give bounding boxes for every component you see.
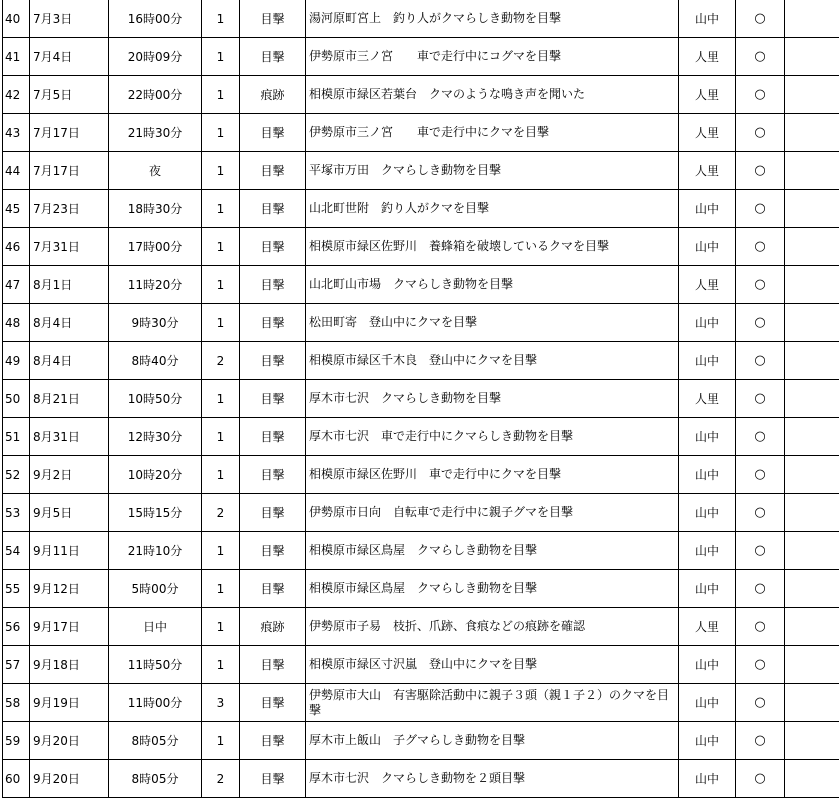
report-type: 目撃 <box>240 570 306 608</box>
area-type: 人里 <box>679 76 736 114</box>
bear-count: 1 <box>202 722 240 760</box>
empty-cell <box>785 380 839 418</box>
empty-cell <box>785 684 839 722</box>
empty-cell <box>785 342 839 380</box>
sighting-time: 10時20分 <box>109 456 202 494</box>
report-type: 目撃 <box>240 304 306 342</box>
bear-count: 1 <box>202 304 240 342</box>
check-mark: ○ <box>736 342 785 380</box>
table-row <box>3 722 839 760</box>
empty-cell <box>785 760 839 798</box>
location-detail: 伊勢原市三ノ宮 車で走行中にコグマを目撃 <box>306 38 679 76</box>
bear-count: 2 <box>202 760 240 798</box>
row-number: 58 <box>3 684 30 722</box>
table-row <box>3 570 839 608</box>
table-row <box>3 494 839 532</box>
location-detail: 伊勢原市大山 有害駆除活動中に親子３頭（親１子２）のクマを目撃 <box>306 684 679 722</box>
check-mark: ○ <box>736 304 785 342</box>
check-mark: ○ <box>736 608 785 646</box>
location-detail: 山北町世附 釣り人がクマを目撃 <box>306 190 679 228</box>
sighting-time: 16時00分 <box>109 0 202 38</box>
area-type: 山中 <box>679 342 736 380</box>
check-mark: ○ <box>736 0 785 38</box>
row-number: 55 <box>3 570 30 608</box>
row-number: 54 <box>3 532 30 570</box>
empty-cell <box>785 190 839 228</box>
empty-cell <box>785 0 839 38</box>
area-type: 山中 <box>679 418 736 456</box>
check-mark: ○ <box>736 532 785 570</box>
sighting-time: 11時20分 <box>109 266 202 304</box>
location-detail: 厚木市七沢 クマらしき動物を目撃 <box>306 380 679 418</box>
empty-cell <box>785 304 839 342</box>
table-row <box>3 532 839 570</box>
table-row <box>3 152 839 190</box>
table-row <box>3 760 839 798</box>
sighting-time: 10時50分 <box>109 380 202 418</box>
row-number: 43 <box>3 114 30 152</box>
row-number: 51 <box>3 418 30 456</box>
check-mark: ○ <box>736 646 785 684</box>
area-type: 山中 <box>679 722 736 760</box>
row-number: 56 <box>3 608 30 646</box>
area-type: 人里 <box>679 38 736 76</box>
check-mark: ○ <box>736 684 785 722</box>
sighting-time: 21時30分 <box>109 114 202 152</box>
table-row <box>3 608 839 646</box>
report-type: 目撃 <box>240 418 306 456</box>
location-detail: 湯河原町宮上 釣り人がクマらしき動物を目撃 <box>306 0 679 38</box>
sighting-time: 17時00分 <box>109 228 202 266</box>
sighting-time: 9時30分 <box>109 304 202 342</box>
check-mark: ○ <box>736 760 785 798</box>
table-row <box>3 114 839 152</box>
sighting-date: 9月12日 <box>30 570 109 608</box>
area-type: 山中 <box>679 494 736 532</box>
area-type: 山中 <box>679 760 736 798</box>
location-detail: 伊勢原市日向 自転車で走行中に親子グマを目撃 <box>306 494 679 532</box>
row-number: 44 <box>3 152 30 190</box>
report-type: 痕跡 <box>240 608 306 646</box>
location-detail: 相模原市緑区鳥屋 クマらしき動物を目撃 <box>306 570 679 608</box>
table-row <box>3 190 839 228</box>
location-detail: 厚木市七沢 車で走行中にクマらしき動物を目撃 <box>306 418 679 456</box>
sighting-time: 20時09分 <box>109 38 202 76</box>
bear-count: 1 <box>202 418 240 456</box>
table-row <box>3 228 839 266</box>
bear-count: 1 <box>202 228 240 266</box>
sighting-date: 8月31日 <box>30 418 109 456</box>
report-type: 目撃 <box>240 532 306 570</box>
sighting-time: 夜 <box>109 152 202 190</box>
area-type: 人里 <box>679 608 736 646</box>
sighting-time: 21時10分 <box>109 532 202 570</box>
report-type: 目撃 <box>240 494 306 532</box>
area-type: 山中 <box>679 0 736 38</box>
report-type: 目撃 <box>240 190 306 228</box>
table-row <box>3 266 839 304</box>
bear-count: 1 <box>202 76 240 114</box>
report-type: 目撃 <box>240 760 306 798</box>
sighting-date: 7月3日 <box>30 0 109 38</box>
area-type: 山中 <box>679 570 736 608</box>
check-mark: ○ <box>736 570 785 608</box>
area-type: 山中 <box>679 532 736 570</box>
empty-cell <box>785 608 839 646</box>
bear-count: 1 <box>202 646 240 684</box>
sighting-time: 15時15分 <box>109 494 202 532</box>
table-row <box>3 304 839 342</box>
table-row <box>3 0 839 38</box>
sighting-date: 8月4日 <box>30 342 109 380</box>
sighting-date: 8月21日 <box>30 380 109 418</box>
report-type: 痕跡 <box>240 76 306 114</box>
sighting-date: 7月4日 <box>30 38 109 76</box>
table-row <box>3 646 839 684</box>
row-number: 48 <box>3 304 30 342</box>
location-detail: 山北町山市場 クマらしき動物を目撃 <box>306 266 679 304</box>
area-type: 人里 <box>679 380 736 418</box>
empty-cell <box>785 228 839 266</box>
report-type: 目撃 <box>240 228 306 266</box>
sighting-date: 9月19日 <box>30 684 109 722</box>
bear-count: 1 <box>202 114 240 152</box>
check-mark: ○ <box>736 190 785 228</box>
location-detail: 相模原市緑区佐野川 養蜂箱を破壊しているクマを目撃 <box>306 228 679 266</box>
bear-count: 1 <box>202 456 240 494</box>
table-row <box>3 418 839 456</box>
empty-cell <box>785 722 839 760</box>
sighting-time: 日中 <box>109 608 202 646</box>
row-number: 50 <box>3 380 30 418</box>
report-type: 目撃 <box>240 266 306 304</box>
sighting-time: 18時30分 <box>109 190 202 228</box>
table-row <box>3 456 839 494</box>
sighting-time: 8時05分 <box>109 722 202 760</box>
check-mark: ○ <box>736 114 785 152</box>
check-mark: ○ <box>736 380 785 418</box>
check-mark: ○ <box>736 722 785 760</box>
bear-count: 3 <box>202 684 240 722</box>
sighting-time: 11時00分 <box>109 684 202 722</box>
empty-cell <box>785 114 839 152</box>
report-type: 目撃 <box>240 646 306 684</box>
location-detail: 伊勢原市子易 枝折、爪跡、食痕などの痕跡を確認 <box>306 608 679 646</box>
check-mark: ○ <box>736 38 785 76</box>
table-row <box>3 38 839 76</box>
bear-count: 1 <box>202 152 240 190</box>
area-type: 山中 <box>679 304 736 342</box>
sighting-date: 7月5日 <box>30 76 109 114</box>
report-type: 目撃 <box>240 0 306 38</box>
row-number: 49 <box>3 342 30 380</box>
area-type: 山中 <box>679 456 736 494</box>
row-number: 60 <box>3 760 30 798</box>
report-type: 目撃 <box>240 114 306 152</box>
report-type: 目撃 <box>240 152 306 190</box>
empty-cell <box>785 456 839 494</box>
sighting-date: 8月4日 <box>30 304 109 342</box>
row-number: 45 <box>3 190 30 228</box>
table-row <box>3 684 839 722</box>
area-type: 山中 <box>679 684 736 722</box>
bear-count: 1 <box>202 38 240 76</box>
sighting-time: 22時00分 <box>109 76 202 114</box>
row-number: 46 <box>3 228 30 266</box>
table-row <box>3 380 839 418</box>
location-detail: 厚木市上飯山 子グマらしき動物を目撃 <box>306 722 679 760</box>
bear-count: 1 <box>202 532 240 570</box>
check-mark: ○ <box>736 228 785 266</box>
sighting-date: 9月11日 <box>30 532 109 570</box>
check-mark: ○ <box>736 76 785 114</box>
bear-count: 1 <box>202 190 240 228</box>
sighting-date: 8月1日 <box>30 266 109 304</box>
report-type: 目撃 <box>240 38 306 76</box>
row-number: 40 <box>3 0 30 38</box>
report-type: 目撃 <box>240 722 306 760</box>
empty-cell <box>785 266 839 304</box>
row-number: 42 <box>3 76 30 114</box>
bear-count: 2 <box>202 342 240 380</box>
bear-count: 1 <box>202 570 240 608</box>
location-detail: 松田町寄 登山中にクマを目撃 <box>306 304 679 342</box>
bear-count: 2 <box>202 494 240 532</box>
area-type: 山中 <box>679 190 736 228</box>
sighting-time: 12時30分 <box>109 418 202 456</box>
sighting-date: 9月2日 <box>30 456 109 494</box>
empty-cell <box>785 76 839 114</box>
table-row <box>3 76 839 114</box>
bear-count: 1 <box>202 608 240 646</box>
report-type: 目撃 <box>240 456 306 494</box>
sighting-date: 7月17日 <box>30 114 109 152</box>
check-mark: ○ <box>736 266 785 304</box>
bear-sightings-table <box>2 0 839 798</box>
check-mark: ○ <box>736 456 785 494</box>
area-type: 人里 <box>679 266 736 304</box>
report-type: 目撃 <box>240 380 306 418</box>
location-detail: 相模原市緑区佐野川 車で走行中にクマを目撃 <box>306 456 679 494</box>
row-number: 53 <box>3 494 30 532</box>
row-number: 47 <box>3 266 30 304</box>
sighting-time: 8時40分 <box>109 342 202 380</box>
location-detail: 相模原市緑区若葉台 クマのような鳴き声を聞いた <box>306 76 679 114</box>
empty-cell <box>785 532 839 570</box>
report-type: 目撃 <box>240 342 306 380</box>
sighting-date: 9月20日 <box>30 760 109 798</box>
check-mark: ○ <box>736 152 785 190</box>
sighting-date: 9月5日 <box>30 494 109 532</box>
location-detail: 伊勢原市三ノ宮 車で走行中にクマを目撃 <box>306 114 679 152</box>
sighting-time: 11時50分 <box>109 646 202 684</box>
empty-cell <box>785 38 839 76</box>
row-number: 41 <box>3 38 30 76</box>
table-body <box>3 0 839 798</box>
sighting-time: 8時05分 <box>109 760 202 798</box>
empty-cell <box>785 152 839 190</box>
area-type: 山中 <box>679 228 736 266</box>
sighting-date: 7月17日 <box>30 152 109 190</box>
report-type: 目撃 <box>240 684 306 722</box>
sighting-time: 5時00分 <box>109 570 202 608</box>
area-type: 人里 <box>679 152 736 190</box>
row-number: 59 <box>3 722 30 760</box>
table-row <box>3 342 839 380</box>
area-type: 人里 <box>679 114 736 152</box>
location-detail: 相模原市緑区千木良 登山中にクマを目撃 <box>306 342 679 380</box>
empty-cell <box>785 570 839 608</box>
area-type: 山中 <box>679 646 736 684</box>
empty-cell <box>785 418 839 456</box>
bear-count: 1 <box>202 266 240 304</box>
empty-cell <box>785 494 839 532</box>
sighting-date: 7月31日 <box>30 228 109 266</box>
location-detail: 厚木市七沢 クマらしき動物を２頭目撃 <box>306 760 679 798</box>
location-detail: 平塚市万田 クマらしき動物を目撃 <box>306 152 679 190</box>
empty-cell <box>785 646 839 684</box>
sighting-date: 9月18日 <box>30 646 109 684</box>
row-number: 57 <box>3 646 30 684</box>
location-detail: 相模原市緑区鳥屋 クマらしき動物を目撃 <box>306 532 679 570</box>
row-number: 52 <box>3 456 30 494</box>
bear-count: 1 <box>202 0 240 38</box>
check-mark: ○ <box>736 494 785 532</box>
location-detail: 相模原市緑区寸沢嵐 登山中にクマを目撃 <box>306 646 679 684</box>
bear-count: 1 <box>202 380 240 418</box>
check-mark: ○ <box>736 418 785 456</box>
sighting-date: 7月23日 <box>30 190 109 228</box>
sighting-date: 9月17日 <box>30 608 109 646</box>
sighting-date: 9月20日 <box>30 722 109 760</box>
